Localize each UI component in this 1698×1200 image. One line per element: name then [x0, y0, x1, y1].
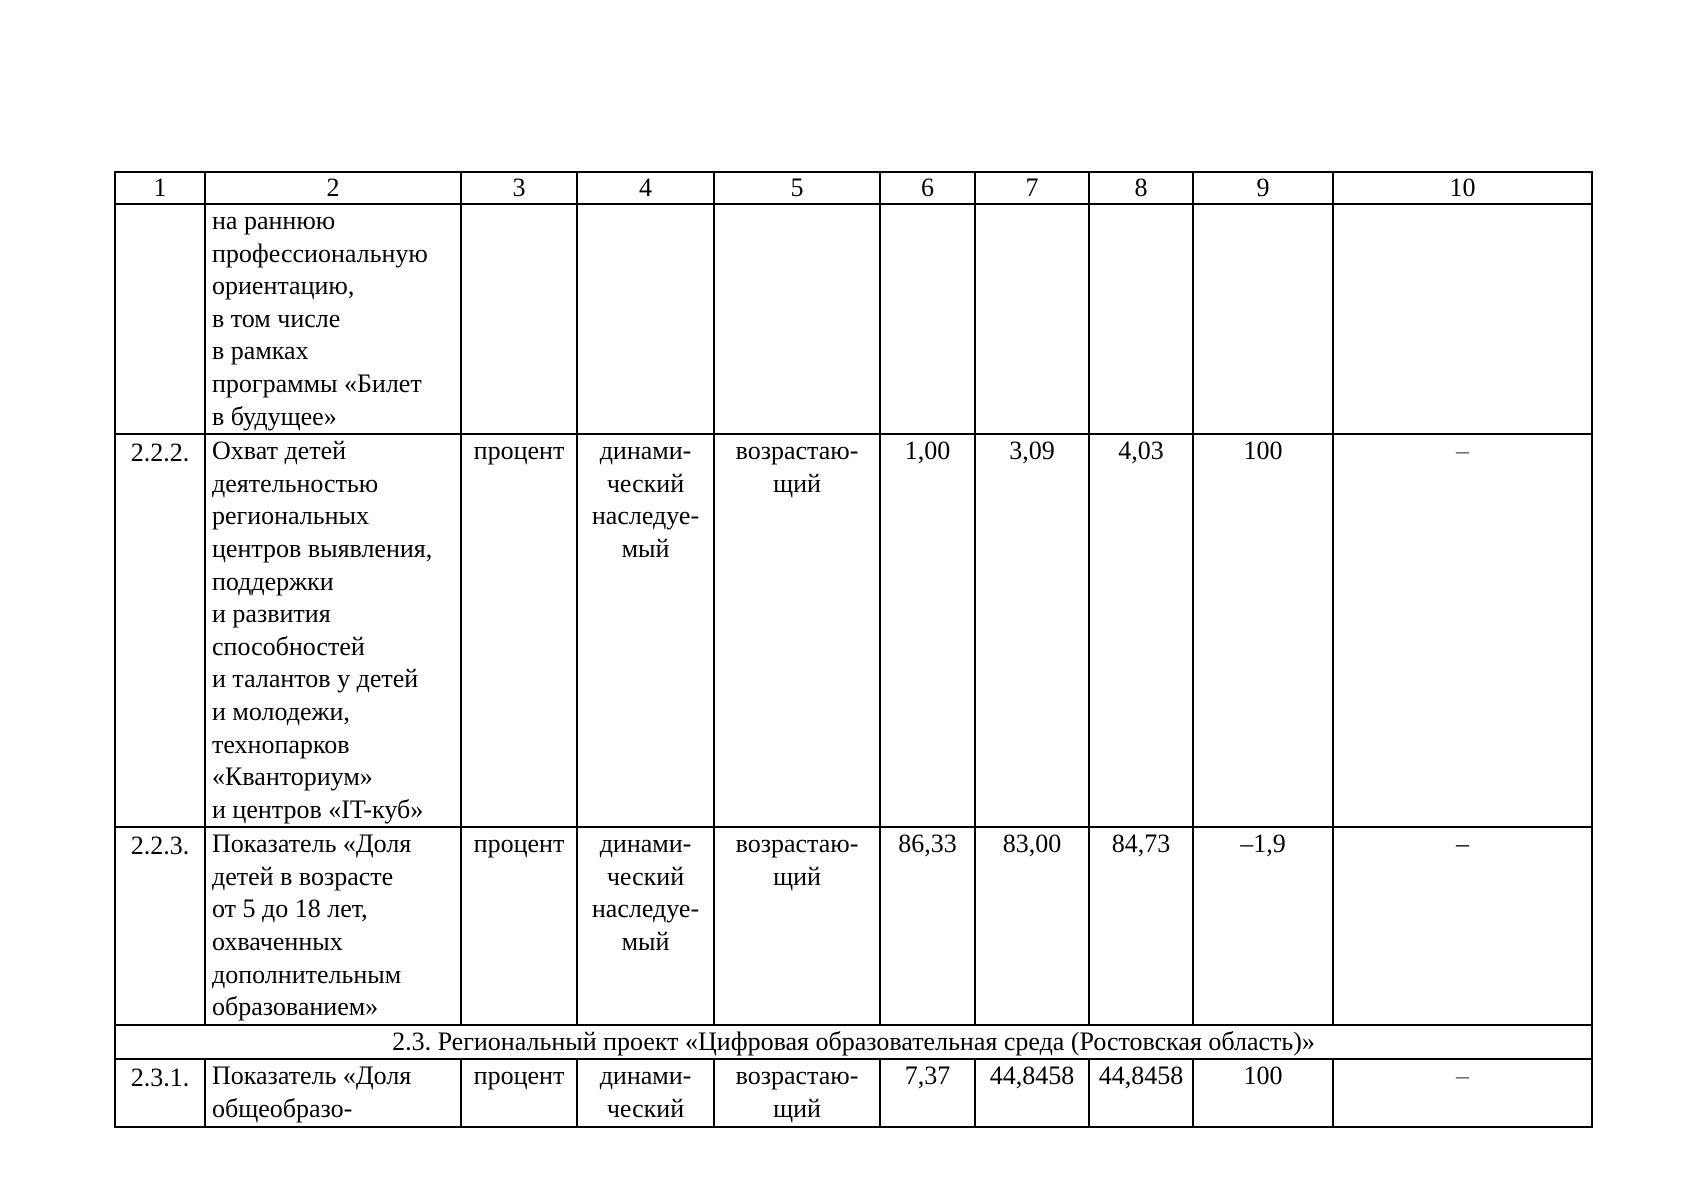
unit-cell: процент [461, 827, 577, 1025]
name-line: поддержки [212, 566, 334, 596]
value-cell-10: – [1333, 827, 1592, 1025]
value-cell-8: 44,8458 [1089, 1059, 1193, 1126]
name-line: в будущее» [212, 401, 337, 431]
direction-line: щий [773, 468, 821, 498]
header-cell: 10 [1333, 172, 1592, 204]
type-line: мый [621, 927, 670, 957]
name-line: Показатель «Доля [212, 829, 412, 859]
name-line: образованием» [212, 992, 379, 1022]
name-line: Показатель «Доля [212, 1061, 412, 1091]
type-cell [577, 434, 714, 827]
name-line: на раннюю [212, 206, 336, 235]
type-cell [577, 204, 714, 434]
indicator-name-cell [205, 827, 461, 1025]
direction-line: щий [773, 1094, 821, 1124]
header-cell: 4 [577, 172, 714, 204]
row-number-cell: 2.2.2. [115, 434, 205, 827]
header-cell: 2 [205, 172, 461, 204]
table-row [115, 204, 1592, 434]
type-line: динами- [599, 829, 692, 859]
name-line: деятельностью [212, 468, 379, 498]
value-cell-7: 83,00 [975, 827, 1089, 1025]
header-cell: 3 [461, 172, 577, 204]
type-cell [577, 1059, 714, 1126]
value-cell-9: 100 [1193, 1059, 1333, 1126]
value-cell-7: 3,09 [975, 434, 1089, 827]
direction-cell [714, 204, 880, 434]
header-cell: 1 [115, 172, 205, 204]
name-line: технопарков [212, 729, 350, 759]
name-line: детей в возрасте [212, 861, 394, 891]
name-line: профессиональную [212, 238, 428, 268]
table-row [115, 1059, 1592, 1126]
header-cell: 6 [880, 172, 975, 204]
value-cell-8 [1089, 204, 1193, 434]
direction-cell [714, 827, 880, 1025]
type-line: ческий [606, 861, 685, 891]
name-line: способностей [212, 631, 365, 661]
indicator-name-cell [205, 434, 461, 827]
name-line: охваченных [212, 927, 343, 957]
row-number-cell: 2.3.1. [115, 1059, 205, 1126]
header-cell: 9 [1193, 172, 1333, 204]
row-number-cell: 2.2.3. [115, 827, 205, 1025]
name-line: дополнительным [212, 959, 402, 989]
type-line: наследуе- [591, 501, 700, 531]
table-row [115, 827, 1592, 1025]
value-cell-8: 4,03 [1089, 434, 1193, 827]
name-line: программы «Билет [212, 368, 422, 398]
name-line: и центров «IT-куб» [212, 794, 424, 824]
header-cell: 7 [975, 172, 1089, 204]
name-line: в рамках [212, 336, 309, 366]
name-line: общеобразо- [212, 1094, 353, 1124]
direction-line: возрастаю- [735, 436, 859, 466]
name-line: и талантов у детей [212, 664, 419, 694]
type-line: ческий [606, 468, 685, 498]
type-line: мый [621, 533, 670, 563]
name-line: от 5 до 18 лет, [212, 894, 368, 924]
section-title: 2.3. Региональный проект «Цифровая образовательная среда (Ростовская область)» [115, 1025, 1592, 1060]
type-line: динами- [599, 436, 692, 466]
value-cell-6 [880, 204, 975, 434]
section-row [115, 1025, 1592, 1060]
type-cell [577, 827, 714, 1025]
indicator-name-cell [205, 1059, 461, 1126]
value-cell-8: 84,73 [1089, 827, 1193, 1025]
value-cell-10 [1333, 204, 1592, 434]
name-line: центров выявления, [212, 533, 433, 563]
unit-cell: процент [461, 434, 577, 827]
indicator-name-cell [205, 204, 461, 434]
name-line: ориентацию, [212, 271, 355, 301]
table-row [115, 434, 1592, 827]
name-line: Охват детей [212, 436, 347, 466]
type-line: динами- [599, 1061, 692, 1091]
row-number-cell [115, 204, 205, 434]
direction-line: возрастаю- [735, 829, 859, 859]
value-cell-10: – [1333, 434, 1592, 827]
unit-cell [461, 204, 577, 434]
name-line: «Кванториум» [212, 762, 373, 792]
name-line: региональных [212, 501, 370, 531]
direction-line: щий [773, 861, 821, 891]
name-line: в том числе [212, 303, 341, 333]
value-cell-6: 86,33 [880, 827, 975, 1025]
type-line: наследуе- [591, 894, 700, 924]
header-cell: 5 [714, 172, 880, 204]
value-cell-7: 44,8458 [975, 1059, 1089, 1126]
direction-cell [714, 1059, 880, 1126]
name-line: и развития [212, 599, 331, 629]
value-cell-7 [975, 204, 1089, 434]
indicators-table [114, 171, 1593, 1128]
value-cell-6: 1,00 [880, 434, 975, 827]
value-cell-6: 7,37 [880, 1059, 975, 1126]
name-line: и молодежи, [212, 696, 350, 726]
value-cell-9: –1,9 [1193, 827, 1333, 1025]
table-header-row [115, 172, 1592, 204]
value-cell-9: 100 [1193, 434, 1333, 827]
direction-line: возрастаю- [735, 1061, 859, 1091]
unit-cell: процент [461, 1059, 577, 1126]
header-cell: 8 [1089, 172, 1193, 204]
direction-cell [714, 434, 880, 827]
value-cell-10: – [1333, 1059, 1592, 1126]
type-line: ческий [606, 1094, 685, 1124]
value-cell-9 [1193, 204, 1333, 434]
